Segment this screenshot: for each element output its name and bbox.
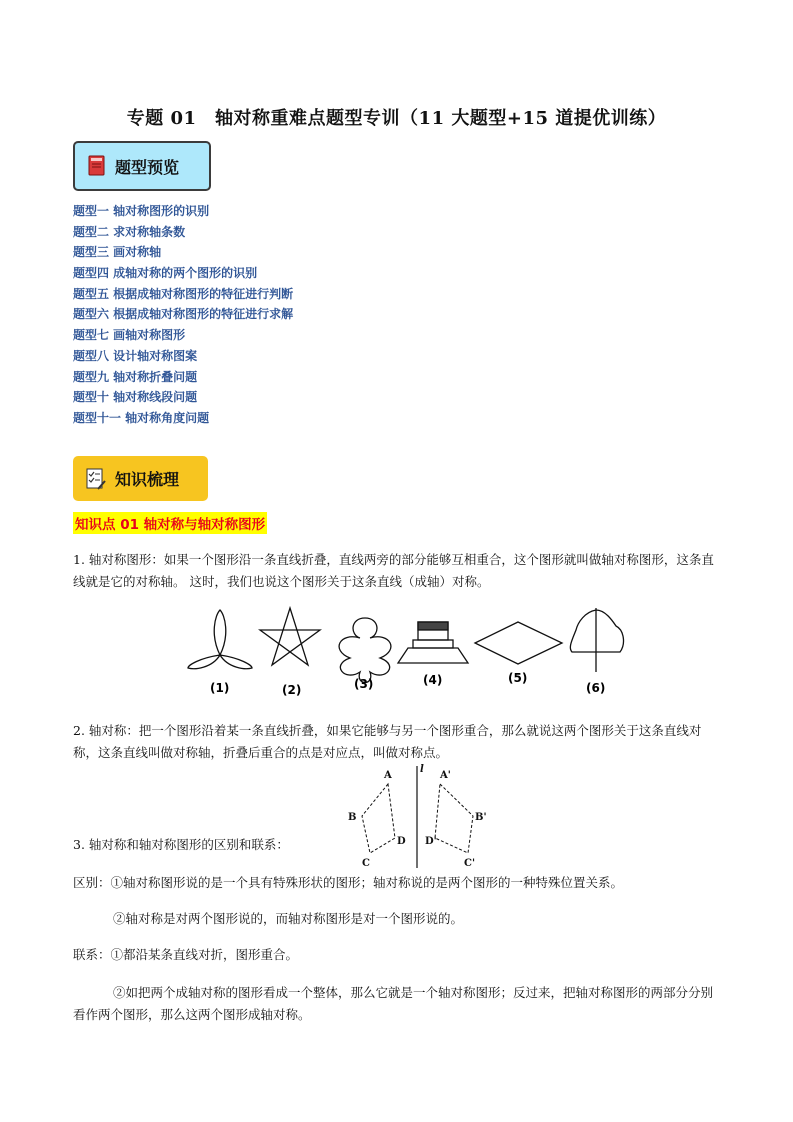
toc-item[interactable]: 题型四 成轴对称的两个图形的识别 bbox=[73, 266, 258, 281]
toc-item[interactable]: 题型六 根据成轴对称图形的特征进行求解 bbox=[73, 307, 294, 322]
section-badge-knowledge bbox=[73, 456, 208, 501]
checklist-icon bbox=[85, 467, 107, 491]
toc-item[interactable]: 题型一 轴对称图形的识别 bbox=[73, 204, 210, 218]
paragraph-axial-figure: 1. 轴对称图形：如果一个图形沿一条直线折叠，直线两旁的部分能够互相重合，这个图形就叫做轴对称图形，这条直线就是它的对称轴。 这时，我们也说这个图形关于这条直线（成轴）对称。 bbox=[73, 552, 714, 589]
badge-label-preview: 题型预览 bbox=[115, 157, 180, 177]
toc-item[interactable]: 题型十一 轴对称角度问题 bbox=[73, 410, 210, 425]
point-label: C bbox=[362, 858, 370, 869]
point-label: D' bbox=[425, 836, 437, 847]
axis-label: l bbox=[420, 764, 424, 775]
paragraph-difference-1: 区别：①轴对称图形说的是一个具有特殊形状的图形；轴对称说的是两个图形的一种特殊位置关系。 bbox=[73, 875, 624, 890]
paragraph-difference-2: ②轴对称是对两个图形说的，而轴对称图形是对一个图形说的。 bbox=[113, 911, 464, 926]
paragraph-connection-2: ②如把两个成轴对称的图形看成一个整体，那么它就是一个轴对称图形；反过来，把轴对称图形的两部分分别看作两个图形，那么这两个图形成轴对称。 bbox=[73, 985, 714, 1022]
point-label: B bbox=[348, 812, 357, 823]
figure-label: (2) bbox=[282, 683, 302, 697]
section-badge-preview bbox=[73, 141, 211, 191]
figure-label: (3) bbox=[354, 677, 374, 691]
toc-item[interactable]: 题型九 轴对称折叠问题 bbox=[73, 369, 198, 384]
toc-list bbox=[73, 201, 293, 429]
paragraph-connection-1: 联系：①都沿某条直线对折，图形重合。 bbox=[73, 947, 299, 962]
book-icon bbox=[87, 155, 107, 177]
paragraph-axial-symmetry: 2. 轴对称：把一个图形沿着某一条直线折叠，如果它能够与另一个图形重合，那么就说这两个图形关于这条直线对称，这条直线叫做对称轴，折叠后重合的点是对应点，叫做对称点。 bbox=[73, 723, 702, 760]
knowledge-point-heading: 知识点 01 轴对称与轴对称图形 bbox=[73, 512, 267, 534]
figure-label: (6) bbox=[586, 681, 606, 695]
point-label: A bbox=[384, 770, 392, 781]
toc-item[interactable]: 题型五 根据成轴对称图形的特征进行判断 bbox=[73, 286, 294, 301]
point-label: D bbox=[397, 836, 406, 847]
figure-label: (1) bbox=[210, 681, 230, 695]
point-label: A' bbox=[440, 770, 451, 781]
badge-label-knowledge: 知识梳理 bbox=[115, 470, 180, 489]
page-title: 专题 01 轴对称重难点题型专训（11 大题型+15 道提优训练） bbox=[126, 108, 667, 129]
point-label: B' bbox=[475, 812, 487, 823]
toc-item[interactable]: 题型三 画对称轴 bbox=[73, 245, 162, 260]
figure-label: (5) bbox=[508, 671, 528, 685]
toc-item[interactable]: 题型八 设计轴对称图案 bbox=[73, 348, 198, 363]
figure-label: (4) bbox=[423, 673, 443, 687]
paragraph-difference-intro: 3. 轴对称和轴对称图形的区别和联系： bbox=[73, 837, 289, 852]
toc-item[interactable]: 题型二 求对称轴条数 bbox=[73, 224, 186, 239]
toc-item[interactable]: 题型七 画轴对称图形 bbox=[73, 328, 186, 343]
symmetric-shapes-figure bbox=[180, 600, 640, 700]
toc-item[interactable]: 题型十 轴对称线段问题 bbox=[73, 390, 198, 405]
point-label: C' bbox=[464, 858, 476, 869]
